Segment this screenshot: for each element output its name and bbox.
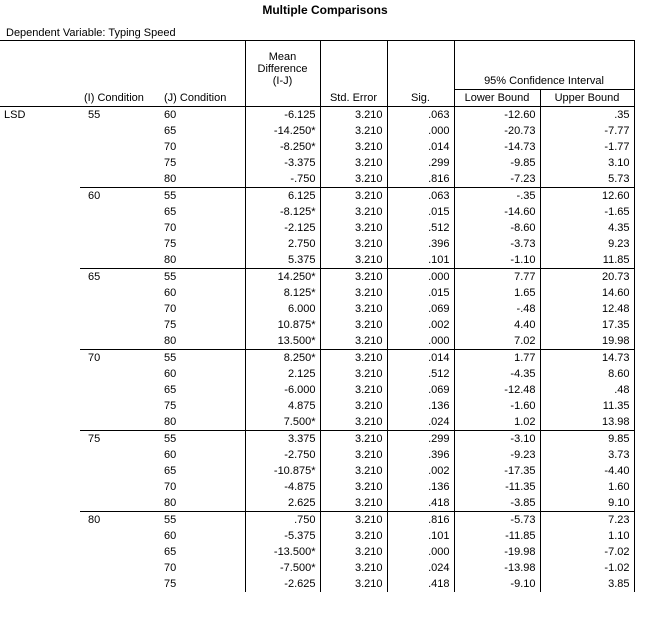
std-error-cell: 3.210 [320,269,387,286]
std-error-cell: 3.210 [320,171,387,188]
i-condition-cell [80,123,160,139]
j-condition-cell: 80 [164,416,177,428]
std-error-cell: 3.210 [320,560,387,576]
method-cell [0,269,80,286]
table-row [0,269,634,286]
method-cell: LSD [0,107,80,124]
method-cell [0,382,80,398]
std-error-cell: 3.210 [320,447,387,463]
j-condition-cell: 65 [164,125,177,137]
j-condition-cell: 75 [164,319,177,331]
table-row [0,188,634,205]
mean-difference-cell: 7.500* [245,414,320,431]
lower-bound-cell: -20.73 [454,123,540,139]
lower-bound-header: Lower Bound [454,90,540,107]
j-condition-cell: 75 [164,157,177,169]
upper-bound-cell: 9.10 [540,495,634,512]
lower-bound-cell: -3.10 [454,431,540,448]
i-condition-cell: 60 [80,188,160,205]
mean-difference-cell: 14.250* [245,269,320,286]
lower-bound-cell: -12.60 [454,107,540,124]
upper-bound-cell: 9.85 [540,431,634,448]
lower-bound-cell: -9.85 [454,155,540,171]
i-condition-cell: 65 [80,269,160,286]
i-condition-cell [80,544,160,560]
sig-cell: .002 [387,463,454,479]
table-row [0,317,634,333]
table-row [0,155,634,171]
method-cell [0,204,80,220]
std-error-cell: 3.210 [320,285,387,301]
lower-bound-cell: 1.65 [454,285,540,301]
table-row [0,236,634,252]
j-condition-cell: 70 [164,303,177,315]
std-error-cell: 3.210 [320,123,387,139]
j-condition-cell: 60 [164,287,177,299]
sig-cell: .101 [387,252,454,269]
std-error-cell: 3.210 [320,301,387,317]
mean-difference-cell: .750 [245,512,320,529]
j-condition-cell: 65 [164,546,177,558]
table-row [0,398,634,414]
lower-bound-cell: -19.98 [454,544,540,560]
header-empty [0,41,80,74]
mean-difference-cell: -14.250* [245,123,320,139]
lower-bound-cell: -3.85 [454,495,540,512]
sig-cell: .299 [387,155,454,171]
sig-cell: .000 [387,333,454,350]
upper-bound-cell: 3.10 [540,155,634,171]
lower-bound-cell: 4.40 [454,317,540,333]
upper-bound-cell: 17.35 [540,317,634,333]
j-condition-cell: 65 [164,465,177,477]
i-condition-header: (I) Condition [84,92,144,104]
mean-difference-cell: 4.875 [245,398,320,414]
method-cell [0,398,80,414]
lower-bound-cell: -11.85 [454,528,540,544]
lower-bound-cell: -7.23 [454,171,540,188]
mean-difference-cell: -4.875 [245,479,320,495]
table-row [0,285,634,301]
sig-cell: .015 [387,204,454,220]
j-condition-cell: 65 [164,384,177,396]
j-condition-cell: 55 [160,269,245,286]
mean-difference-header: Mean Difference (I-J) [245,73,320,107]
sig-cell: .069 [387,382,454,398]
std-error-cell: 3.210 [320,576,387,592]
std-error-cell: 3.210 [320,220,387,236]
multiple-comparisons-table [0,40,635,592]
method-cell [0,220,80,236]
i-condition-cell [80,576,160,592]
std-error-cell: 3.210 [320,236,387,252]
table-row [0,123,634,139]
mean-difference-cell: -7.500* [245,560,320,576]
mean-difference-cell: 2.125 [245,366,320,382]
sig-cell: .015 [387,285,454,301]
method-cell [0,155,80,171]
mean-difference-cell: -5.375 [245,528,320,544]
std-error-cell: 3.210 [320,317,387,333]
i-condition-cell [80,301,160,317]
mean-difference-cell: -2.125 [245,220,320,236]
upper-bound-cell: 14.60 [540,285,634,301]
std-error-cell: 3.210 [320,188,387,205]
i-condition-cell [80,252,160,269]
lower-bound-cell: -.35 [454,188,540,205]
upper-bound-cell: 3.85 [540,576,634,592]
i-condition-cell [80,479,160,495]
table-row [0,333,634,350]
std-error-cell: 3.210 [320,398,387,414]
i-condition-cell: 55 [80,107,160,124]
std-error-cell: 3.210 [320,463,387,479]
j-condition-cell: 60 [160,107,245,124]
upper-bound-cell: -7.77 [540,123,634,139]
j-condition-cell: 70 [164,141,177,153]
upper-bound-header: Upper Bound [540,90,634,107]
method-cell [0,512,80,529]
table-row [0,220,634,236]
mean-difference-cell: 5.375 [245,252,320,269]
lower-bound-cell: -5.73 [454,512,540,529]
sig-cell: .024 [387,414,454,431]
upper-bound-cell: -1.77 [540,139,634,155]
table-row [0,447,634,463]
method-cell [0,252,80,269]
j-condition-cell: 65 [164,206,177,218]
lower-bound-cell: -3.73 [454,236,540,252]
lower-bound-cell: 7.77 [454,269,540,286]
lower-bound-cell: -1.10 [454,252,540,269]
method-cell [0,171,80,188]
j-condition-header: (J) Condition [164,92,227,104]
j-condition-cell: 70 [164,481,177,493]
mean-difference-cell: -8.125* [245,204,320,220]
method-cell [0,463,80,479]
table-row [0,414,634,431]
table-row [0,479,634,495]
method-cell [0,139,80,155]
mean-difference-cell: -3.375 [245,155,320,171]
table-row [0,495,634,512]
std-error-cell: 3.210 [320,414,387,431]
sig-cell: .418 [387,495,454,512]
method-cell [0,236,80,252]
sig-cell: .299 [387,431,454,448]
method-cell [0,431,80,448]
dependent-variable-label: Dependent Variable: Typing Speed [6,27,176,39]
j-condition-cell: 75 [164,400,177,412]
table-title: Multiple Comparisons [262,3,388,17]
j-condition-cell: 55 [160,431,245,448]
lower-bound-cell: 1.02 [454,414,540,431]
i-condition-cell [80,463,160,479]
j-condition-cell: 80 [164,254,177,266]
std-error-cell: 3.210 [320,139,387,155]
upper-bound-cell: 11.85 [540,252,634,269]
upper-bound-cell: 11.35 [540,398,634,414]
lower-bound-cell: -11.35 [454,479,540,495]
method-cell [0,366,80,382]
lower-bound-cell: -4.35 [454,366,540,382]
sig-cell: .418 [387,576,454,592]
sig-cell: .069 [387,301,454,317]
i-condition-cell [80,495,160,512]
i-condition-cell [80,382,160,398]
upper-bound-cell: 20.73 [540,269,634,286]
i-condition-cell [80,139,160,155]
table-row [0,301,634,317]
std-error-cell: 3.210 [320,107,387,124]
table-row [0,366,634,382]
upper-bound-cell: .35 [540,107,634,124]
upper-bound-cell: 19.98 [540,333,634,350]
i-condition-cell [80,414,160,431]
upper-bound-cell: 12.48 [540,301,634,317]
mean-difference-cell: -10.875* [245,463,320,479]
std-error-cell: 3.210 [320,495,387,512]
sig-cell: .063 [387,188,454,205]
lower-bound-cell: -12.48 [454,382,540,398]
j-condition-cell: 70 [164,222,177,234]
method-cell [0,560,80,576]
method-cell [0,333,80,350]
upper-bound-cell: 13.98 [540,414,634,431]
std-error-cell: 3.210 [320,512,387,529]
j-condition-cell: 80 [164,173,177,185]
i-condition-cell [80,155,160,171]
upper-bound-cell: -7.02 [540,544,634,560]
i-condition-cell: 80 [80,512,160,529]
j-condition-cell: 55 [160,512,245,529]
i-condition-cell: 75 [80,431,160,448]
upper-bound-cell: 4.35 [540,220,634,236]
table-row [0,544,634,560]
mean-difference-cell: -6.125 [245,107,320,124]
mean-difference-cell: 6.000 [245,301,320,317]
lower-bound-cell: -9.10 [454,576,540,592]
std-error-cell: 3.210 [320,155,387,171]
upper-bound-cell: 1.10 [540,528,634,544]
lower-bound-cell: -14.60 [454,204,540,220]
table-row [0,463,634,479]
mean-difference-cell: 2.750 [245,236,320,252]
table-row [0,512,634,529]
method-cell [0,123,80,139]
sig-cell: .816 [387,512,454,529]
mean-difference-cell: 2.625 [245,495,320,512]
i-condition-cell [80,398,160,414]
std-error-cell: 3.210 [320,528,387,544]
lower-bound-cell: -9.23 [454,447,540,463]
table-row [0,139,634,155]
lower-bound-cell: -8.60 [454,220,540,236]
method-cell [0,544,80,560]
table-row [0,252,634,269]
sig-cell: .101 [387,528,454,544]
i-condition-cell [80,204,160,220]
method-cell [0,479,80,495]
mean-difference-cell: 8.125* [245,285,320,301]
i-condition-cell [80,220,160,236]
method-cell [0,528,80,544]
std-error-cell: 3.210 [320,204,387,220]
std-error-cell: 3.210 [320,350,387,367]
sig-cell: .136 [387,398,454,414]
upper-bound-cell: 12.60 [540,188,634,205]
sig-cell: .014 [387,350,454,367]
std-error-cell: 3.210 [320,333,387,350]
sig-cell: .024 [387,560,454,576]
std-error-cell: 3.210 [320,252,387,269]
sig-cell: .000 [387,544,454,560]
i-condition-cell [80,447,160,463]
sig-header: Sig. [387,90,454,107]
i-condition-cell [80,285,160,301]
j-condition-cell: 80 [164,335,177,347]
sig-cell: .136 [387,479,454,495]
i-condition-cell [80,333,160,350]
j-condition-cell: 70 [164,562,177,574]
j-condition-cell: 80 [164,497,177,509]
method-cell [0,495,80,512]
std-error-cell: 3.210 [320,544,387,560]
table-row [0,528,634,544]
std-error-cell: 3.210 [320,366,387,382]
upper-bound-cell: -1.02 [540,560,634,576]
upper-bound-cell: .48 [540,382,634,398]
std-error-header: Std. Error [320,90,387,107]
table-row [0,431,634,448]
upper-bound-cell: 14.73 [540,350,634,367]
table-row [0,576,634,592]
i-condition-cell [80,171,160,188]
table-row [0,350,634,367]
mean-difference-cell: -13.500* [245,544,320,560]
upper-bound-cell: 8.60 [540,366,634,382]
method-cell [0,414,80,431]
lower-bound-cell: -17.35 [454,463,540,479]
std-error-cell: 3.210 [320,479,387,495]
mean-difference-cell: 13.500* [245,333,320,350]
table-row [0,171,634,188]
table-row [0,107,634,124]
sig-cell: .816 [387,171,454,188]
lower-bound-cell: -.48 [454,301,540,317]
upper-bound-cell: 9.23 [540,236,634,252]
sig-cell: .000 [387,269,454,286]
sig-cell: .000 [387,123,454,139]
upper-bound-cell: 7.23 [540,512,634,529]
method-cell [0,317,80,333]
sig-cell: .512 [387,366,454,382]
lower-bound-cell: -13.98 [454,560,540,576]
std-error-cell: 3.210 [320,382,387,398]
j-condition-cell: 55 [160,188,245,205]
method-cell [0,350,80,367]
table-row [0,382,634,398]
method-cell [0,447,80,463]
std-error-cell: 3.210 [320,431,387,448]
method-cell [0,576,80,592]
j-condition-cell: 60 [164,530,177,542]
lower-bound-cell: -14.73 [454,139,540,155]
sig-cell: .396 [387,236,454,252]
i-condition-cell [80,236,160,252]
sig-cell: .063 [387,107,454,124]
mean-difference-cell: 6.125 [245,188,320,205]
mean-difference-cell: 10.875* [245,317,320,333]
mean-difference-cell: -6.000 [245,382,320,398]
method-cell [0,301,80,317]
i-condition-cell [80,317,160,333]
j-condition-cell: 60 [164,449,177,461]
method-cell [0,285,80,301]
upper-bound-cell: 1.60 [540,479,634,495]
method-cell [0,188,80,205]
sig-cell: .002 [387,317,454,333]
sig-cell: .396 [387,447,454,463]
table-row [0,204,634,220]
sig-cell: .512 [387,220,454,236]
lower-bound-cell: 1.77 [454,350,540,367]
i-condition-cell: 70 [80,350,160,367]
table-row [0,560,634,576]
j-condition-cell: 75 [164,578,177,590]
j-condition-cell: 55 [160,350,245,367]
i-condition-cell [80,366,160,382]
j-condition-cell: 60 [164,368,177,380]
ci-header: 95% Confidence Interval [454,73,634,90]
j-condition-cell: 75 [164,238,177,250]
upper-bound-cell: 5.73 [540,171,634,188]
lower-bound-cell: -1.60 [454,398,540,414]
i-condition-cell [80,560,160,576]
mean-difference-cell: 8.250* [245,350,320,367]
sig-cell: .014 [387,139,454,155]
mean-difference-cell: -.750 [245,171,320,188]
mean-difference-cell: -2.750 [245,447,320,463]
mean-difference-cell: -8.250* [245,139,320,155]
mean-difference-cell: -2.625 [245,576,320,592]
upper-bound-cell: 3.73 [540,447,634,463]
upper-bound-cell: -4.40 [540,463,634,479]
i-condition-cell [80,528,160,544]
upper-bound-cell: -1.65 [540,204,634,220]
lower-bound-cell: 7.02 [454,333,540,350]
mean-difference-cell: 3.375 [245,431,320,448]
